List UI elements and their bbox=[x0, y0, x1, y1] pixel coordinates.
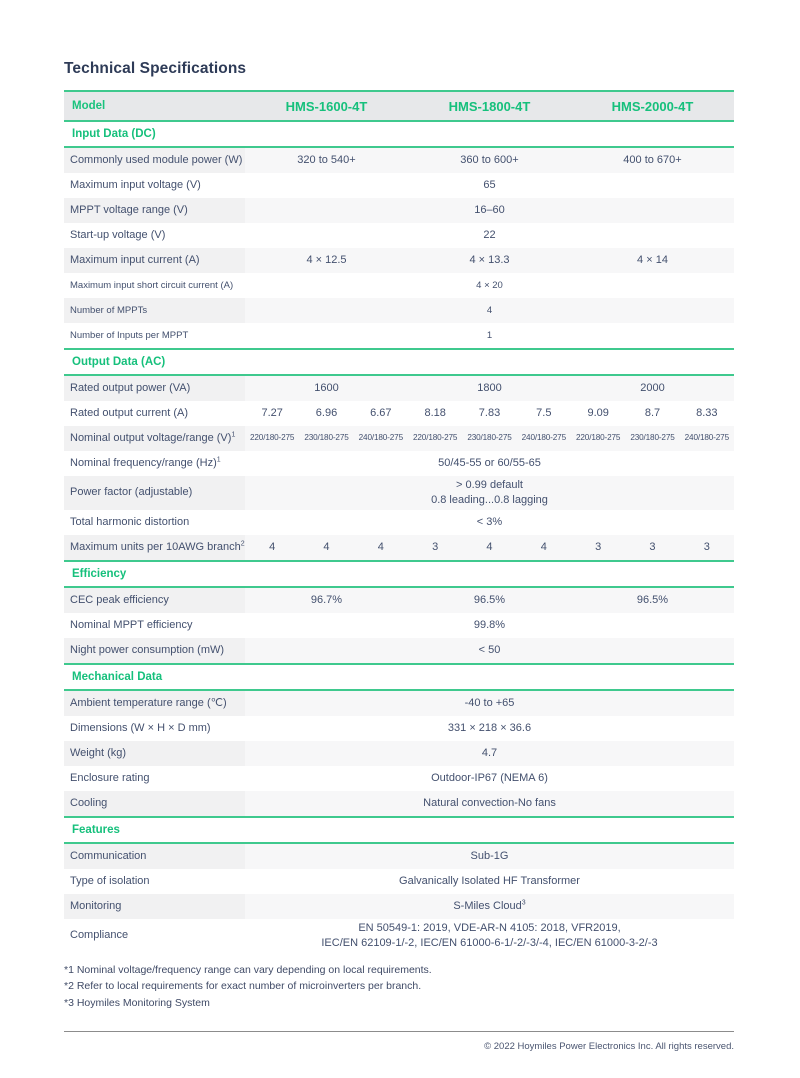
spec-subvalue: 230/180-275 bbox=[304, 433, 349, 443]
section-header-row bbox=[64, 349, 734, 375]
spec-subvalue: 7.27 bbox=[261, 406, 283, 419]
spec-value-group bbox=[408, 535, 571, 561]
spec-subvalue: 6.96 bbox=[315, 406, 338, 419]
spec-label: Nominal frequency/range $(Hz)^1$ bbox=[64, 451, 245, 476]
spec-row bbox=[64, 587, 734, 613]
spec-value: 360 to 600+ bbox=[408, 147, 571, 173]
spec-value: Galvanically Isolated HF Transformer bbox=[245, 869, 734, 894]
spec-row bbox=[64, 273, 734, 298]
spec-row bbox=[64, 198, 734, 223]
spec-subvalue: 4 bbox=[377, 540, 384, 553]
spec-value: -40 to +65 bbox=[245, 690, 734, 716]
spec-value: Natural convection-No fans bbox=[245, 791, 734, 817]
spec-row bbox=[64, 147, 734, 173]
spec-row bbox=[64, 766, 734, 791]
spec-value: 4 × 20 bbox=[245, 273, 734, 298]
spec-subvalue: 230/180-275 bbox=[630, 433, 675, 443]
spec-row bbox=[64, 894, 734, 919]
spec-label: Enclosure rating bbox=[64, 766, 245, 791]
spec-row bbox=[64, 791, 734, 817]
spec-subvalue: 4 bbox=[540, 540, 547, 553]
spec-label: Start-up voltage (V) bbox=[64, 223, 245, 248]
spec-row bbox=[64, 375, 734, 401]
spec-value: < 3% bbox=[245, 510, 734, 535]
spec-value-group bbox=[245, 401, 408, 426]
spec-value: Sub-1G bbox=[245, 843, 734, 869]
spec-row bbox=[64, 690, 734, 716]
spec-label: Rated output current (A) bbox=[64, 401, 245, 426]
spec-subvalue: 220/180-275 bbox=[575, 433, 621, 443]
spec-row bbox=[64, 741, 734, 766]
spec-value: 4.7 bbox=[245, 741, 734, 766]
section-title: Features bbox=[64, 817, 734, 843]
spec-subvalue: 8.33 bbox=[696, 406, 718, 419]
spec-row bbox=[64, 869, 734, 894]
spec-value: 1 bbox=[245, 323, 734, 349]
spec-value: EN 50549-1: 2019, VDE-AR-N 4105: 2018, VFR2019, IEC/EN 62109-1/-2, IEC/EN 61000-6-1/-2/-3/-4, IEC/EN 61000-3-2/-3 bbox=[245, 919, 734, 953]
spec-row bbox=[64, 426, 734, 451]
spec-value: 4 × 13.3 bbox=[408, 248, 571, 273]
spec-value-group bbox=[571, 426, 734, 451]
footnote-3: *3 Hoymiles Monitoring System bbox=[64, 996, 210, 1009]
spec-value: 96.5% bbox=[408, 587, 571, 613]
spec-label: CEC peak efficiency bbox=[64, 587, 245, 613]
spec-value: < 50 bbox=[245, 638, 734, 664]
spec-subvalue: 3 bbox=[595, 540, 602, 553]
spec-value: 1800 bbox=[408, 375, 571, 401]
spec-value-group bbox=[245, 426, 408, 451]
spec-label: Night power consumption (mW) bbox=[64, 638, 245, 664]
section-title: Mechanical Data bbox=[64, 664, 734, 690]
spec-label: Ambient temperature range (℃) bbox=[64, 690, 245, 716]
spec-value: 99.8% bbox=[245, 613, 734, 638]
spec-subvalue: 230/180-275 bbox=[467, 433, 512, 443]
spec-value-group bbox=[245, 535, 408, 561]
page-content bbox=[64, 60, 734, 1052]
spec-value: S-Miles Cloud$^3$ bbox=[245, 894, 734, 919]
spec-row bbox=[64, 248, 734, 273]
spec-subvalue: 7.5 bbox=[536, 406, 552, 419]
model-column-header-2: HMS-1800-4T bbox=[408, 91, 571, 121]
spec-value: 22 bbox=[245, 223, 734, 248]
spec-value: 96.7% bbox=[245, 587, 408, 613]
spec-value: 4 bbox=[245, 298, 734, 323]
spec-subvalue: 6.67 bbox=[370, 406, 392, 419]
page-title: Technical Specifications bbox=[64, 60, 247, 77]
spec-value: 2000 bbox=[571, 375, 734, 401]
footnotes bbox=[64, 962, 734, 1011]
spec-row bbox=[64, 843, 734, 869]
spec-label: Number of MPPTs bbox=[64, 298, 245, 323]
spec-value: 96.5% bbox=[571, 587, 734, 613]
spec-subvalue: 240/180-275 bbox=[684, 433, 729, 443]
spec-label: Rated output power (VA) bbox=[64, 375, 245, 401]
spec-value-group bbox=[408, 426, 571, 451]
spec-subvalue: 240/180-275 bbox=[358, 433, 403, 443]
spec-label: Maximum input short circuit current (A) bbox=[64, 273, 245, 298]
footer-divider bbox=[64, 1031, 734, 1032]
model-column-header-3: HMS-2000-4T bbox=[571, 91, 734, 121]
spec-value: Outdoor-IP67 (NEMA 6) bbox=[245, 766, 734, 791]
spec-subvalue: 3 bbox=[432, 540, 439, 553]
spec-subvalue: 4 bbox=[269, 540, 276, 553]
spec-label: Maximum input voltage (V) bbox=[64, 173, 245, 198]
spec-value: 400 to 670+ bbox=[571, 147, 734, 173]
spec-subvalue: 8.18 bbox=[424, 406, 446, 419]
spec-subvalue: 8.7 bbox=[644, 406, 661, 419]
spec-subvalue: 9.09 bbox=[587, 406, 609, 419]
footnote-2: *2 Refer to local requirements for exact number of microinverters per branch. bbox=[64, 980, 422, 993]
spec-value: 1600 bbox=[245, 375, 408, 401]
section-title: Output Data (AC) bbox=[64, 349, 734, 375]
spec-value-group bbox=[408, 401, 571, 426]
spec-value: 320 to 540+ bbox=[245, 147, 408, 173]
section-header-row bbox=[64, 561, 734, 587]
spec-row bbox=[64, 613, 734, 638]
spec-label: Type of isolation bbox=[64, 869, 245, 894]
spec-subvalue: 220/180-275 bbox=[249, 433, 295, 443]
spec-label: MPPT voltage range (V) bbox=[64, 198, 245, 223]
spec-label: Maximum input current (A) bbox=[64, 248, 245, 273]
spec-label: Weight (kg) bbox=[64, 741, 245, 766]
spec-row bbox=[64, 535, 734, 561]
spec-row bbox=[64, 638, 734, 664]
section-title: Efficiency bbox=[64, 561, 734, 587]
spec-value: 16–60 bbox=[245, 198, 734, 223]
spec-label: Dimensions (W × H × D mm) bbox=[64, 716, 245, 741]
spec-subvalue: 4 bbox=[486, 540, 493, 553]
spec-value-group bbox=[571, 535, 734, 561]
spec-label: Cooling bbox=[64, 791, 245, 817]
spec-label: Nominal output voltage/range $(V)^1$ bbox=[64, 426, 245, 451]
spec-label: Compliance bbox=[64, 919, 245, 953]
spec-row bbox=[64, 919, 734, 953]
spec-label: Commonly used module power (W) bbox=[64, 147, 245, 173]
copyright-notice: © 2022 Hoymiles Power Electronics Inc. All rights reserved. bbox=[484, 1040, 734, 1052]
section-header-row bbox=[64, 121, 734, 147]
spec-value-group bbox=[571, 401, 734, 426]
spec-subvalue: 240/180-275 bbox=[521, 433, 566, 443]
spec-value: 50/45-55 or 60/55-65 bbox=[245, 451, 734, 476]
spec-subvalue: 7.83 bbox=[478, 406, 501, 419]
spec-subvalue: 3 bbox=[649, 540, 656, 553]
spec-row bbox=[64, 223, 734, 248]
footnote-1: *1 Nominal voltage/frequency range can vary depending on local requirements. bbox=[64, 964, 432, 976]
section-title: Input Data (DC) bbox=[64, 121, 734, 147]
technical-specifications-table bbox=[64, 90, 734, 953]
header-model-label: Model bbox=[64, 91, 245, 121]
spec-table-body bbox=[64, 91, 734, 953]
section-header-row bbox=[64, 817, 734, 843]
spec-subvalue: 3 bbox=[703, 540, 710, 553]
spec-label: Maximum units per 10AWG branch$^2$ bbox=[64, 535, 245, 561]
spec-row bbox=[64, 476, 734, 510]
spec-label: Communication bbox=[64, 843, 245, 869]
spec-row bbox=[64, 298, 734, 323]
spec-label: Nominal MPPT efficiency bbox=[64, 613, 245, 638]
spec-value: 4 × 14 bbox=[571, 248, 734, 273]
spec-subvalue: 220/180-275 bbox=[412, 433, 458, 443]
spec-label: Power factor (adjustable) bbox=[64, 476, 245, 510]
spec-label: Total harmonic distortion bbox=[64, 510, 245, 535]
spec-row bbox=[64, 716, 734, 741]
table-header-row bbox=[64, 91, 734, 121]
spec-label: Monitoring bbox=[64, 894, 245, 919]
spec-row bbox=[64, 451, 734, 476]
spec-row bbox=[64, 323, 734, 349]
spec-value: 65 bbox=[245, 173, 734, 198]
spec-value: 4 × 12.5 bbox=[245, 248, 408, 273]
model-column-header-1: HMS-1600-4T bbox=[245, 91, 408, 121]
spec-value: 331 × 218 × 36.6 bbox=[245, 716, 734, 741]
spec-label: Number of Inputs per MPPT bbox=[64, 323, 245, 349]
section-header-row bbox=[64, 664, 734, 690]
spec-row bbox=[64, 510, 734, 535]
spec-value: > 0.99 default 0.8 leading...0.8 lagging bbox=[245, 476, 734, 510]
spec-subvalue: 4 bbox=[323, 540, 330, 553]
spec-row bbox=[64, 173, 734, 198]
spec-row bbox=[64, 401, 734, 426]
